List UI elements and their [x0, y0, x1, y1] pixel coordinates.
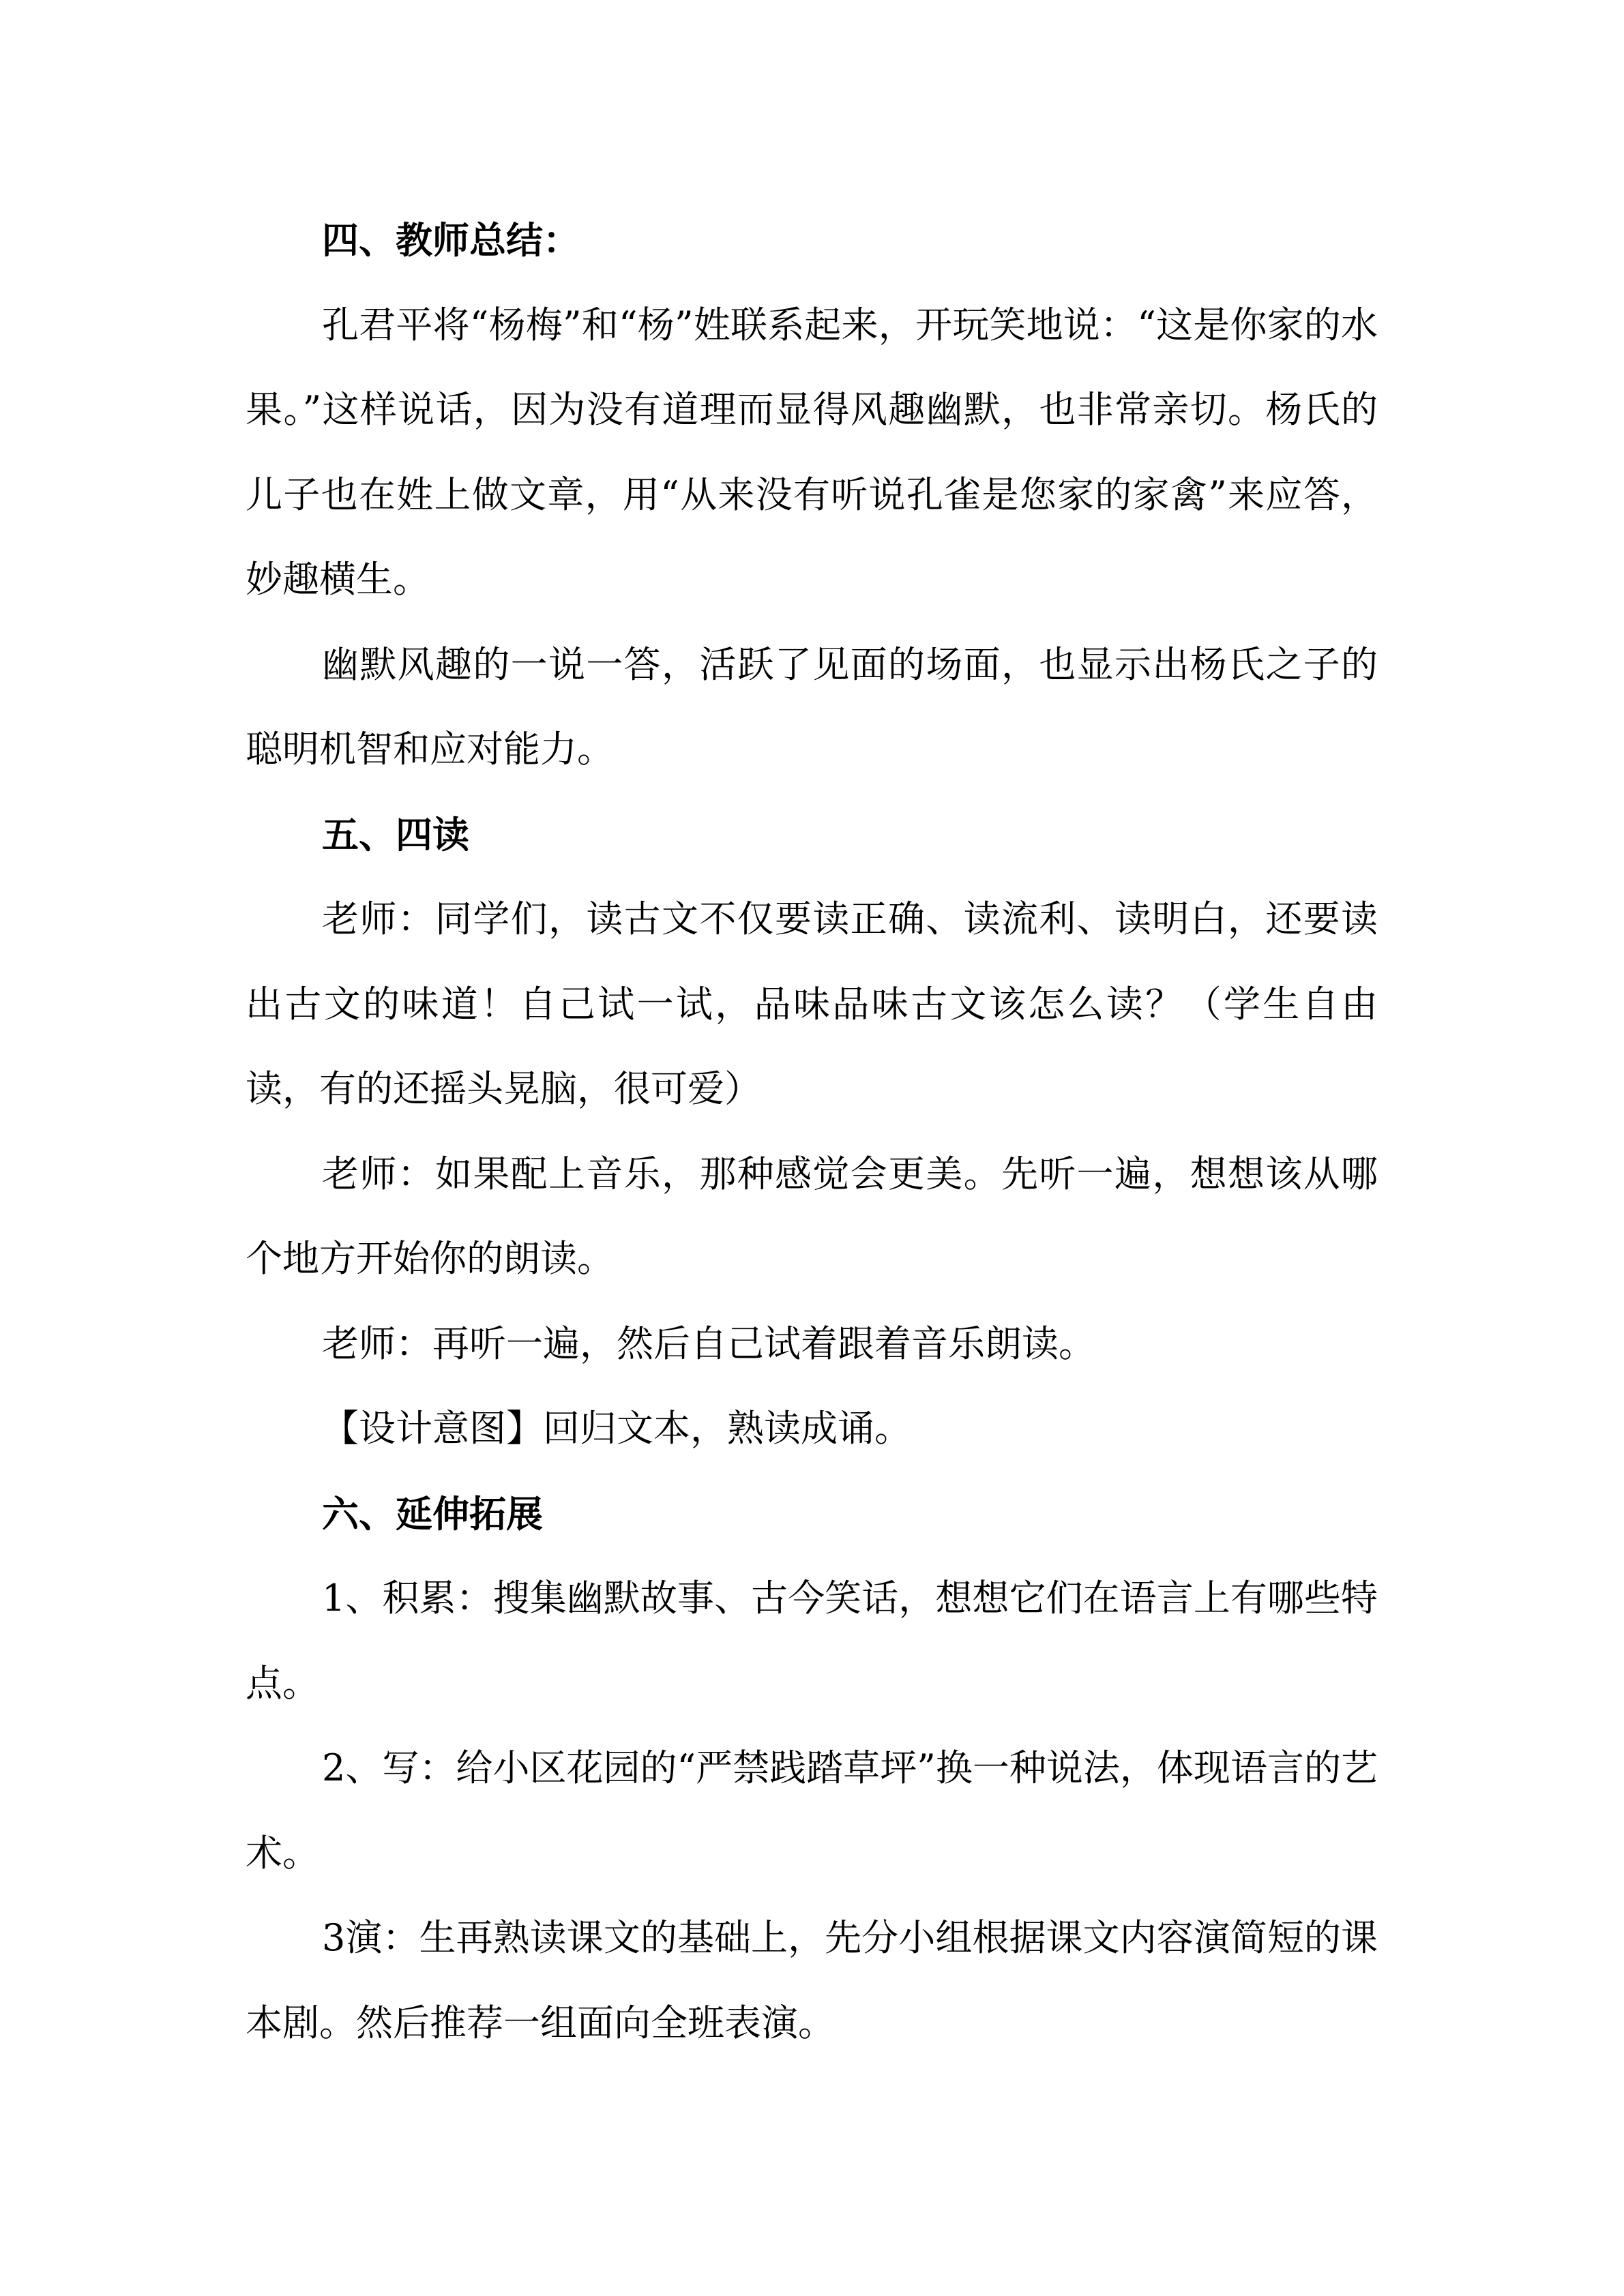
list-item: 3演：生再熟读课文的基础上，先分小组根据课文内容演简短的课本剧。然后推荐一组面向全班表演。	[246, 1916, 1378, 2044]
paragraph: 老师：如果配上音乐，那种感觉会更美。先听一遍，想想该从哪个地方开始你的朗读。	[246, 1152, 1378, 1280]
list-item: 1、积累：搜集幽默故事、古今笑话，想想它们在语言上有哪些特点。	[246, 1577, 1378, 1705]
design-intent-note: 【设计意图】回归文本，熟读成诵。	[322, 1407, 911, 1450]
section-heading-fourth-reading: 五、四读	[322, 812, 469, 856]
paragraph: 孔君平将“杨梅”和“杨”姓联系起来，开玩笑地说：“这是你家的水果。”这样说话，因为没有道理而显得风趣幽默，也非常亲切。杨氏的儿子也在姓上做文章，用“从来没有听说孔雀是您家的家禽”来应答，妙趣横生。	[246, 303, 1378, 601]
document-body	[246, 198, 1378, 2066]
paragraph: 幽默风趣的一说一答，活跃了见面的场面，也显示出杨氏之子的聪明机智和应对能力。	[246, 642, 1378, 771]
section-heading-extension: 六、延伸拓展	[322, 1491, 543, 1536]
paragraph: 老师：同学们，读古文不仅要读正确、读流利、读明白，还要读出古文的味道！自己试一试，品味品味古文该怎么读？（学生自由读，有的还摇头晃脑，很可爱）	[246, 897, 1378, 1110]
list-item: 2、写：给小区花园的“严禁践踏草坪”换一种说法，体现语言的艺术。	[246, 1746, 1378, 1875]
paragraph: 老师：再听一遍，然后自己试着跟着音乐朗读。	[322, 1322, 1095, 1365]
section-heading-teacher-summary: 四、教师总结：	[322, 218, 580, 262]
